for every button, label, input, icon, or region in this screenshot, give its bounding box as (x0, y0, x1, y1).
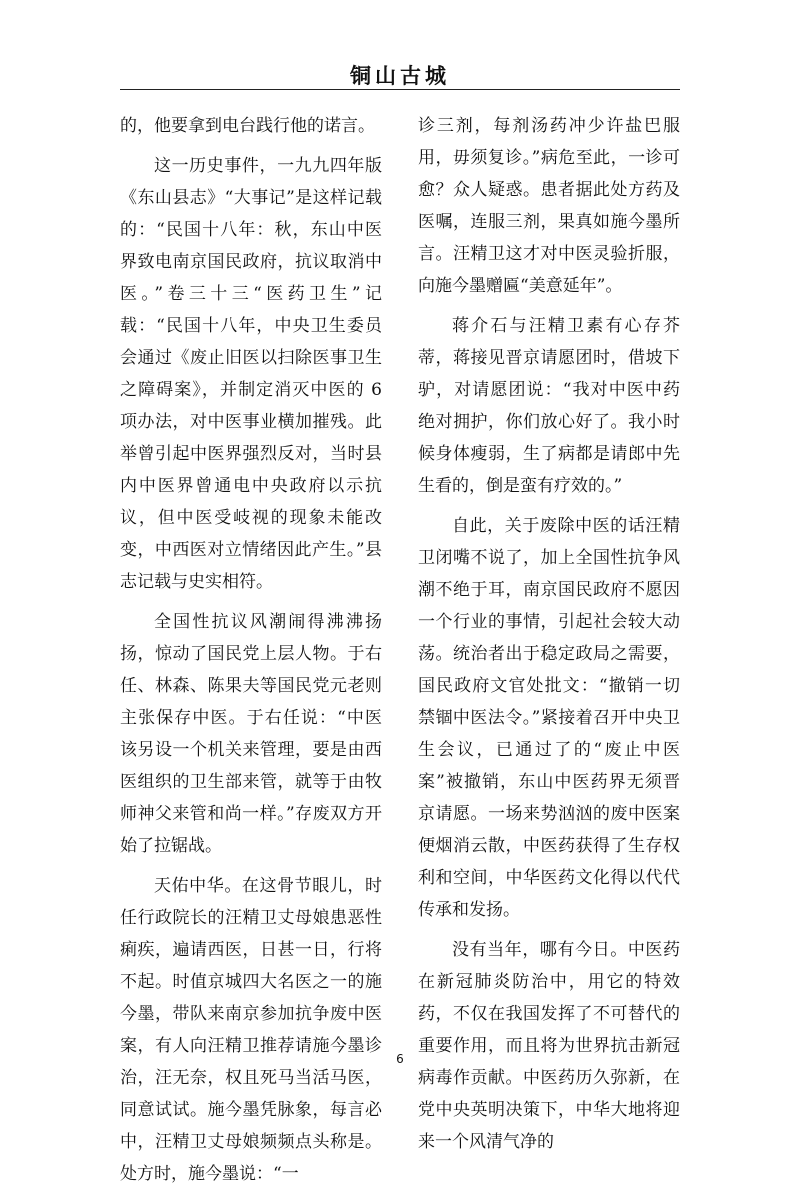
paragraph: 自此，关于废除中医的话汪精卫闭嘴不说了，加上全国性抗争风潮不绝于耳，南京国民政府不愿因一个行业的事情，引起社会较大动荡。统治者出于稳定政局之需要，国民政府文官处批文：“撤销一切禁锢中医法令。”紧接着召开中央卫生会议，已通过了的“废止中医案”被撤销，东山中医药界无须晋京请愿。一场来势汹汹的废中医案便烟消云散，中医药获得了生存权利和空间，中华医药文化得以代代传承和发扬。 (418, 516, 680, 920)
paragraph: 的，他要拿到电台践行他的诺言。 (120, 116, 375, 136)
paragraph: 天佑中华。在这骨节眼儿，时任行政院长的汪精卫丈母娘患恶性痢疾，遍请西医，日甚一日，行将不起。时值京城四大名医之一的施今墨，带队来南京参加抗争废中医案，有人向汪精卫推荐请施今墨诊治，汪无奈，权且死马当活马医，同意试试。施今墨凭脉象，每言必中，汪精卫丈母娘频频点头称是。处方时，施今墨说：“一 (120, 876, 382, 1184)
page-header-title: 铜山古城 (350, 64, 450, 88)
page-number: 6 (396, 1052, 404, 1066)
paragraph: 全国性抗议风潮闹得沸沸扬扬，惊动了国民党上层人物。于右任、林森、陈果夫等国民党元老则主张保存中医。于右任说：“中医该另设一个机关来管理，要是由西医组织的卫生部来管，就等于由牧师神父来管和尚一样。”存废双方开始了拉锯战。 (120, 612, 382, 856)
paragraph: 诊三剂，每剂汤药冲少许盐巴服用，毋须复诊。”病危至此，一诊可愈？众人疑惑。患者据此处方药及医嘱，连服三剂，果真如施今墨所言。汪精卫这才对中医灵验折服，向施今墨赠匾“美意延年”。 (418, 116, 680, 296)
left-text-column (120, 110, 382, 1198)
paragraph: 蒋介石与汪精卫素有心存芥蒂，蒋接见晋京请愿团时，借坡下驴，对请愿团说：“我对中医中药绝对拥护，你们放心好了。我小时候身体瘦弱，生了病都是请郎中先生看的，倒是蛮有疗效的。” (418, 316, 680, 496)
header-divider (120, 89, 680, 90)
paragraph: 这一历史事件，一九九四年版《东山县志》“大事记”是这样记载的：“民国十八年：秋，东山中医界致电南京国民政府，抗议取消中医。”卷三十三“医药卫生”记载：“民国十八年，中央卫生委员会通过《废止旧医以扫除医事卫生之障碍案》，并制定消灭中医的 6 项办法，对中医事业横加摧残。此举曾引起中医界强烈反对，当时县内中医界曾通电中央政府以示抗议，但中医受岐视的现象未能改变，中西医对立情绪因此产生。”县志记载与史实相符。 (120, 156, 382, 592)
paragraph: 没有当年，哪有今日。中医药在新冠肺炎防治中，用它的特效药，不仅在我国发挥了不可替代的重要作用，而且将为世界抗击新冠病毒作贡献。中医药历久弥新，在党中央英明决策下，中华大地将迎来一个风清气净的 (418, 940, 680, 1152)
right-text-column (418, 110, 680, 1166)
